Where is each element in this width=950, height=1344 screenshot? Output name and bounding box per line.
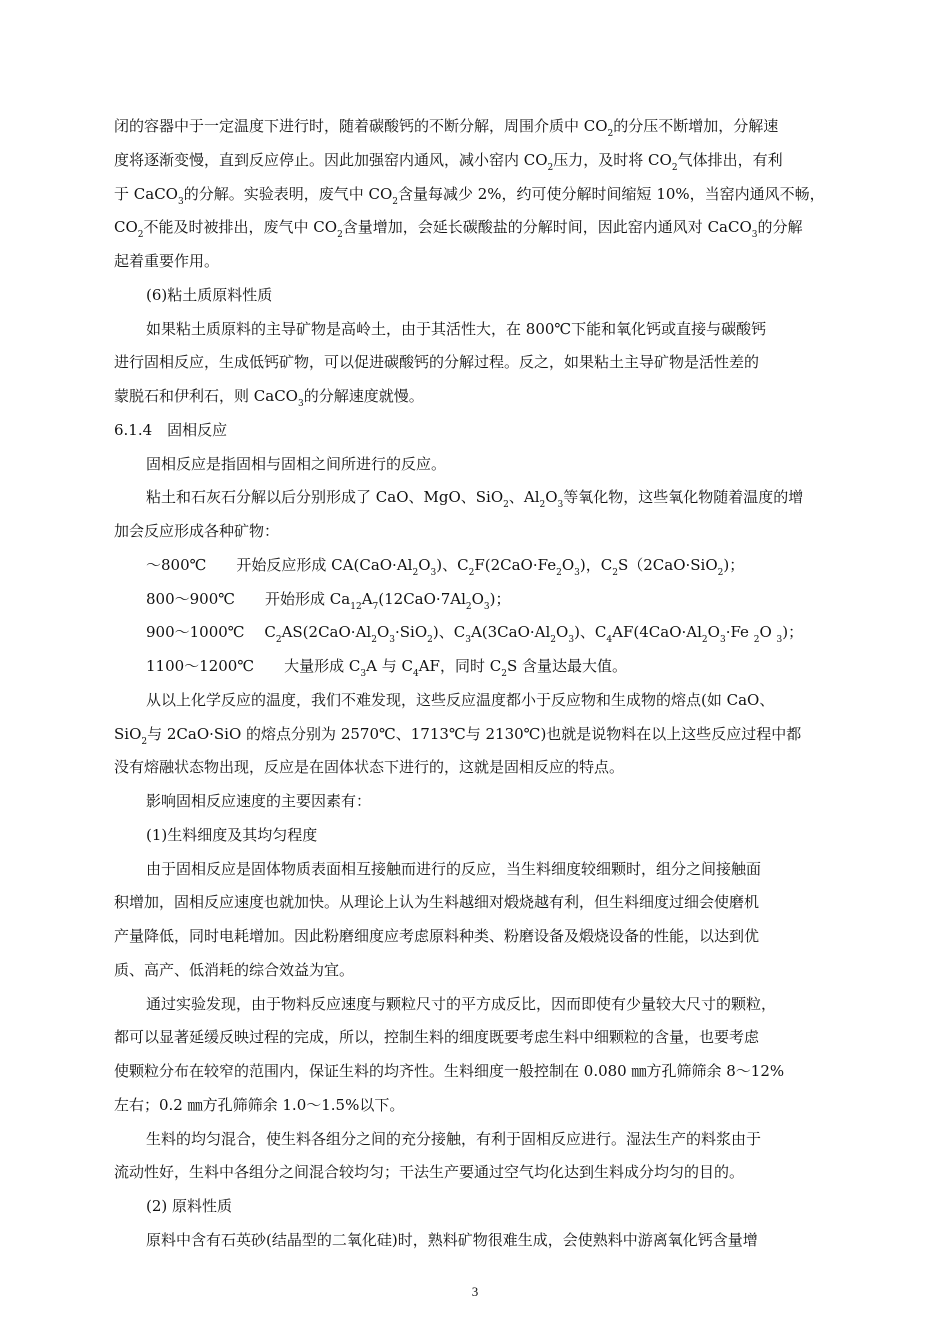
text-run: )、C <box>432 623 466 642</box>
text-run: )； <box>489 589 511 608</box>
text-run: 如果粘土质原料的主导矿物是高岭土，由于其活性大，在 800℃下能和氧化钙或直接与碳酸钙 <box>146 319 767 338</box>
text-run: 进行固相反应，生成低钙矿物，可以促进碳酸钙的分解过程。反之，如果粘土主导矿物是活性差的 <box>114 353 760 372</box>
text-run: 产量降低，同时电耗增加。因此粉磨细度应考虑原料种类、粉磨设备及煅烧设备的性能，以达到优 <box>114 927 760 945</box>
subscript: 2 <box>547 162 554 173</box>
text-run: ～800℃ 开始反应形成 CA(CaO·Al <box>146 555 413 574</box>
text-line <box>146 589 840 612</box>
subscript: 2 <box>753 635 760 646</box>
text-line <box>114 757 840 777</box>
text-run: 的分压不断增加，分解速 <box>613 117 779 135</box>
text-line <box>146 454 840 474</box>
text-line <box>114 892 840 912</box>
text-line <box>114 116 840 139</box>
text-line <box>146 1230 840 1250</box>
text-line <box>146 1129 840 1149</box>
text-line <box>114 1027 840 1047</box>
text-line <box>114 420 840 440</box>
text-run: 1100～1200℃ 大量形成 C <box>146 657 361 675</box>
text-run: O <box>759 623 777 642</box>
text-run: 900～1000℃ C <box>146 623 276 642</box>
subscript: 3 <box>568 635 575 646</box>
text-run: AS(2CaO·Al <box>281 623 372 642</box>
text-line <box>114 926 840 946</box>
text-run: 固相反应是指固相与固相之间所进行的反应。 <box>146 454 447 473</box>
text-run: )、C <box>436 555 469 574</box>
text-run: CO <box>114 218 138 237</box>
text-run: (1)生料细度及其均匀程度 <box>146 825 318 844</box>
text-line <box>114 1095 840 1115</box>
subscript: 2 <box>503 500 509 511</box>
text-run: 粘土和石灰石分解以后分别形成了 CaO、MgO、SiO <box>146 488 504 507</box>
text-line <box>114 521 840 541</box>
text-run: 加会反应形成各种矿物： <box>114 522 280 540</box>
text-run: A <box>361 589 373 608</box>
text-run: 没有熔融状态物出现，反应是在固体状态下进行的，这就是固相反应的特点。 <box>114 758 625 777</box>
subscript: 3 <box>465 635 471 646</box>
subscript: 2 <box>501 669 507 679</box>
subscript: 3 <box>776 635 783 646</box>
text-run: 、Al <box>508 488 540 507</box>
text-line <box>114 724 840 747</box>
text-run: 通过实验发现，由于物料反应速度与颗粒尺寸的平方成反比，因而即使有少量较大尺寸的颗粒， <box>146 994 777 1013</box>
text-run: 6.1.4 固相反应 <box>114 420 228 439</box>
text-run: 蒙脱石和伊利石，则 CaCO <box>114 387 298 405</box>
subscript: 3 <box>177 196 184 207</box>
text-run: 的分解 <box>757 218 803 237</box>
text-run: 积增加，固相反应速度也就加快。从理论上认为生料越细对煅烧越有利，但生料细度过细会使磨机 <box>114 893 760 912</box>
text-run: F(2CaO·Fe <box>474 555 557 574</box>
text-run: O <box>707 623 720 642</box>
text-run: 原料中含有石英砂(结晶型的二氧化硅)时，熟料矿物很难生成，会使熟料中游离氧化钙含量增 <box>146 1230 758 1249</box>
text-run: 含量每减少 2%，约可使分解时间缩短 10%，当窑内通风不畅， <box>397 184 825 203</box>
subscript: 2 <box>427 635 433 646</box>
text-run: 生料的均匀混合，使生料各组分之间的充分接触，有利于固相反应进行。湿法生产的料浆由于 <box>146 1129 762 1148</box>
text-run: 气体排出，有利 <box>677 150 783 169</box>
text-run: 影响固相反应速度的主要因素有： <box>146 792 372 810</box>
text-run: 压力，及时将 CO <box>553 150 672 169</box>
text-run: 闭的容器中于一定温度下进行时，随着碳酸钙的不断分解，周围介质中 CO <box>114 117 608 135</box>
subscript: 2 <box>275 635 282 646</box>
text-run: S 含量达最大值。 <box>506 657 627 675</box>
text-line <box>146 791 840 811</box>
subscript: 3 <box>430 567 437 578</box>
text-line <box>146 825 840 845</box>
text-run: 都可以显著延缓反映过程的完成，所以，控制生料的细度既要考虑生料中细颗粒的含量，也要考虑 <box>114 1028 760 1047</box>
text-run: 等氧化物，这些氧化物随着温度的增 <box>563 488 804 507</box>
text-line <box>146 859 840 879</box>
subscript: 4 <box>606 635 613 646</box>
text-run: ·Fe <box>725 623 754 642</box>
subscript: 3 <box>483 601 490 612</box>
text-line <box>114 184 840 207</box>
text-run: SiO <box>114 724 142 743</box>
text-line <box>114 960 840 980</box>
subscript: 3 <box>297 399 304 409</box>
text-line <box>114 1061 840 1081</box>
text-line <box>146 994 840 1014</box>
text-line <box>114 150 840 173</box>
text-run: O <box>561 555 575 574</box>
subscript: 2 <box>465 601 472 612</box>
text-line <box>146 285 840 305</box>
subscript: 2 <box>137 230 144 241</box>
text-run: (2) 原料性质 <box>146 1197 233 1215</box>
subscript: 3 <box>574 567 580 578</box>
text-run: AF(4CaO·Al <box>612 623 702 642</box>
text-line <box>146 690 840 710</box>
text-run: O <box>545 488 558 507</box>
subscript: 2 <box>607 129 614 139</box>
text-run: 与 2CaO·SiO 的熔点分别为 2570℃、1713℃与 2130℃)也就是说物料在以上这些反应过程中都 <box>147 724 802 743</box>
text-run: S（2CaO·SiO <box>617 555 718 574</box>
subscript: 2 <box>337 230 343 241</box>
subscript: 2 <box>371 635 377 646</box>
text-line <box>146 319 840 339</box>
text-run: ·SiO <box>394 623 428 642</box>
text-line <box>114 1162 840 1182</box>
text-run: 由于固相反应是固体物质表面相互接触而进行的反应，当生料细度较细颗时，组分之间接触面 <box>146 859 762 878</box>
text-line <box>146 622 840 646</box>
subscript: 2 <box>141 736 148 747</box>
text-run: 的分解速度就慢。 <box>303 387 424 405</box>
text-run: O <box>556 623 569 642</box>
text-line <box>114 352 840 372</box>
text-run: A(3CaO·Al <box>470 623 551 642</box>
text-run: 的分解。实验表明，废气中 CO <box>183 184 393 203</box>
text-line <box>114 217 840 241</box>
subscript: 12 <box>350 601 362 612</box>
text-line <box>146 555 840 578</box>
text-run: O <box>471 589 484 608</box>
text-run: )； <box>782 623 804 642</box>
text-line <box>114 386 840 409</box>
text-run: 不能及时被排出，废气中 CO <box>143 218 338 237</box>
subscript: 3 <box>719 635 726 646</box>
subscript: 3 <box>360 669 367 679</box>
subscript: 3 <box>389 635 395 646</box>
text-run: 含量增加，会延长碳酸盐的分解时间，因此窑内通风对 CaCO <box>342 218 752 237</box>
subscript: 2 <box>392 196 398 207</box>
text-run: 从以上化学反应的温度，我们不难发现，这些反应温度都小于反应物和生成物的熔点(如 CaO、 <box>146 690 775 709</box>
text-line <box>146 487 840 511</box>
text-run: )，C <box>579 555 613 574</box>
text-line <box>114 251 840 271</box>
subscript: 2 <box>539 500 546 511</box>
subscript: 2 <box>612 567 618 578</box>
text-run: 流动性好，生料中各组分之间混合较均匀；干法生产要通过空气均化达到生料成分均匀的目的。 <box>114 1163 745 1182</box>
text-run: 使颗粒分布在较窄的范围内，保证生料的均齐性。生料细度一般控制在 0.080 ㎜方孔筛筛余 8～12% <box>114 1062 785 1080</box>
text-run: (12CaO·7Al <box>378 589 466 608</box>
subscript: 2 <box>556 567 562 578</box>
text-run: O <box>418 555 431 574</box>
text-run: 左右；0.2 ㎜方孔筛筛余 1.0～1.5%以下。 <box>114 1095 405 1114</box>
text-run: A 与 C <box>366 657 413 675</box>
subscript: 2 <box>701 635 708 646</box>
text-run: 度将逐渐变慢，直到反应停止。因此加强窑内通风，减小窑内 CO <box>114 150 548 169</box>
text-run: )、C <box>574 623 607 642</box>
subscript: 2 <box>717 567 724 578</box>
text-run: )； <box>723 555 745 574</box>
subscript: 2 <box>550 635 557 646</box>
text-run: AF，同时 C <box>418 657 502 675</box>
subscript: 7 <box>372 601 379 612</box>
text-run: (6)粘土质原料性质 <box>146 285 273 304</box>
text-line <box>146 656 840 679</box>
subscript: 3 <box>751 230 758 241</box>
subscript: 3 <box>557 500 564 511</box>
text-run: 于 CaCO <box>114 184 178 203</box>
subscript: 2 <box>468 567 475 578</box>
subscript: 2 <box>671 162 678 173</box>
subscript: 2 <box>412 567 419 578</box>
subscript: 4 <box>412 669 419 679</box>
text-line <box>146 1196 840 1216</box>
text-run: 起着重要作用。 <box>114 252 220 270</box>
text-run: O <box>376 623 390 642</box>
text-run: 质、高产、低消耗的综合效益为宜。 <box>114 960 355 979</box>
text-run: 800～900℃ 开始形成 Ca <box>146 589 351 608</box>
page-number: 3 <box>471 1284 479 1299</box>
